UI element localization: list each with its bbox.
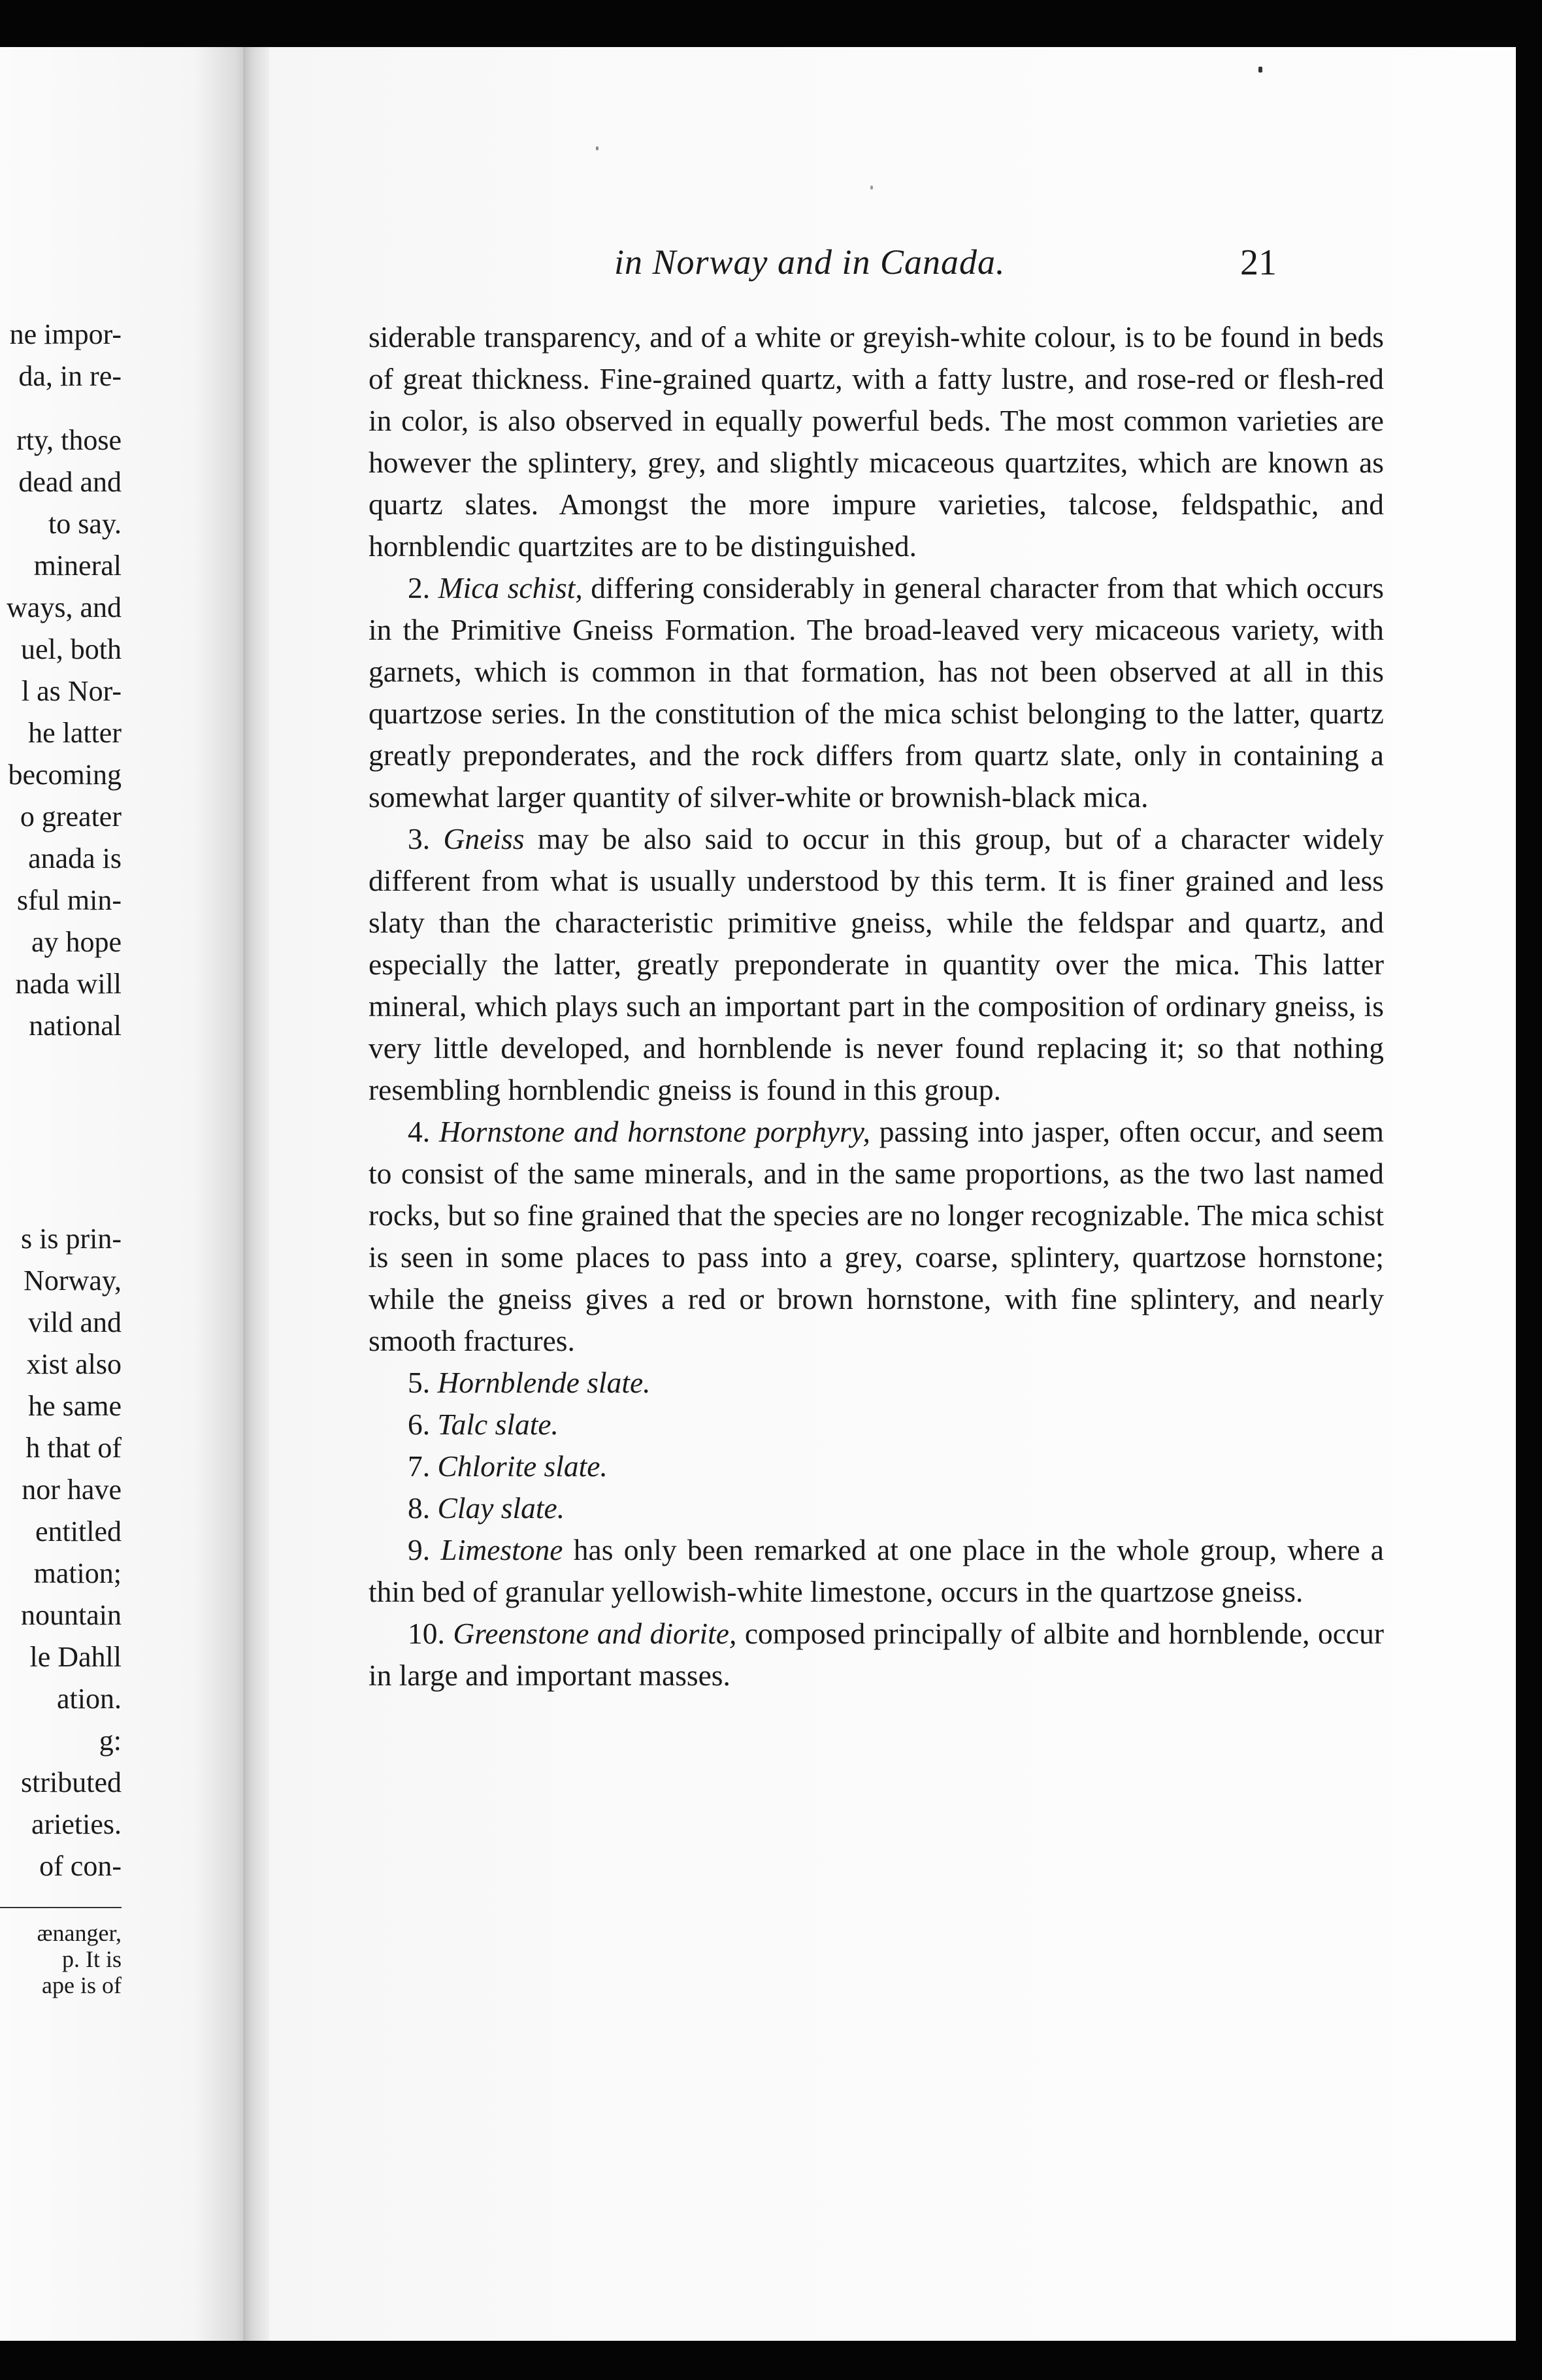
left-fragment: mation; (33, 1557, 122, 1589)
left-fragment: arieties. (31, 1808, 122, 1840)
paragraph-mica-schist (369, 567, 1384, 818)
page-number: 21 (1240, 242, 1277, 283)
paragraph-limestone (369, 1529, 1384, 1613)
left-fragment: ways, and (7, 591, 122, 623)
item-term: Limestone (440, 1533, 563, 1566)
left-fragment: entitled (35, 1515, 122, 1547)
item-text: composed principally of albite and hornblende, occur in large and important masses. (369, 1617, 1385, 1692)
left-fragment: ation. (57, 1683, 122, 1715)
left-fragment: g: (99, 1725, 122, 1757)
scan-border-bottom (0, 2341, 1542, 2380)
item-term: Hornblende slate. (437, 1366, 651, 1399)
left-fragment: ne impor- (9, 318, 122, 350)
paper-speck (596, 146, 599, 150)
item-text: has only been remarked at one place in the whole group, where a thin bed of granular yellowish-white limestone, occurs in the quartzose gneiss. (369, 1533, 1385, 1608)
left-footnote-fragment: ape is of (42, 1972, 122, 1998)
left-fragment: nountain (21, 1599, 122, 1631)
left-fragment: dead and (18, 466, 122, 498)
item-term: Talc slate. (437, 1408, 559, 1441)
running-head: in Norway and in Canada. (614, 242, 1006, 282)
page-body (369, 316, 1384, 1696)
paragraph-chlorite-slate (369, 1446, 1384, 1487)
paragraph-greenstone (369, 1613, 1384, 1696)
item-number: 3. (408, 822, 431, 855)
item-number: 10. (408, 1617, 445, 1650)
left-fragment: xist also (26, 1348, 122, 1380)
paragraph-continued: siderable transparency, and of a white or greyish-white colour, is to be found in beds of great thickness. Fine-grained quartz, with a fatty lustre, and rose-red or flesh-red in color, is also observed in equally powerful beds. The most common varieties are however the splintery, grey, and slightly micaceous quartzites, which are known as quartz slates. Amongst the more impure varieties, talcose, feldspathic, and hornblendic quartzites are to be distinguished. (369, 320, 1384, 563)
item-number: 9. (408, 1533, 431, 1566)
item-number: 5. (408, 1366, 431, 1399)
left-fragment: da, in re- (18, 360, 122, 392)
book-gutter (243, 47, 269, 2341)
left-fragment: national (29, 1010, 122, 1042)
left-footnote-fragment: ænanger, (37, 1920, 122, 1946)
scan-border-top (0, 0, 1542, 47)
paper-speck (1258, 67, 1262, 73)
paragraph-gneiss (369, 818, 1384, 1111)
left-fragment: of con- (39, 1850, 122, 1882)
left-fragment: he same (28, 1390, 122, 1422)
left-fragment: h that of (25, 1432, 122, 1464)
item-term: Gneiss (443, 822, 525, 855)
left-page-margin (0, 47, 243, 2341)
left-fragment: o greater (20, 801, 122, 833)
paragraph-hornstone (369, 1111, 1384, 1362)
page-header (269, 242, 1516, 294)
item-number: 2. (408, 571, 431, 604)
left-fragment: mineral (33, 550, 122, 582)
left-fragment: stributed (21, 1766, 122, 1798)
left-fragment: Norway, (24, 1264, 122, 1297)
paragraph-hornblende-slate (369, 1362, 1384, 1404)
item-number: 6. (408, 1408, 431, 1441)
left-fragment: sful min- (16, 884, 122, 916)
left-fragment: vild and (28, 1306, 122, 1338)
item-number: 4. (408, 1115, 431, 1148)
right-page (269, 47, 1516, 2341)
item-text: may be also said to occur in this group, but of a character widely different from what is usually understood by this term. It is finer grained and less slaty than the characteristic primitive gneiss, while the feldspar and quartz, and especially the latter, greatly preponderate in quantity over the mica. This latter mineral, which plays such an important part in the composition of ordinary gneiss, is very little developed, and hornblende is never found replacing it; so that nothing resembling hornblendic gneiss is found in this group. (369, 822, 1384, 1106)
left-fragment: l as Nor- (21, 675, 122, 707)
item-text: passing into jasper, often occur, and seem to consist of the same minerals, and in the same proportions, as the two last named rocks, but so fine grained that the species are no longer recognizable. The mica schist is seen in some places to pass into a grey, coarse, splintery, quartzose hornstone; while the gneiss gives a red or brown hornstone, with fine splintery, and nearly smooth fractures. (369, 1115, 1384, 1357)
item-term: Hornstone and hornstone porphyry, (439, 1115, 870, 1148)
scan-border-right (1516, 0, 1542, 2380)
paragraph-talc-slate (369, 1404, 1384, 1446)
item-term: Chlorite slate. (437, 1449, 608, 1483)
left-fragment: to say. (48, 508, 122, 540)
paper-speck (870, 186, 873, 190)
item-term: Mica schist, (438, 571, 583, 604)
item-number: 7. (408, 1449, 431, 1483)
left-fragment: nor have (22, 1474, 122, 1506)
left-fragment: uel, both (21, 633, 122, 665)
item-term: Clay slate. (437, 1491, 565, 1525)
left-fragment: le Dahll (29, 1641, 122, 1673)
left-fragment: he latter (28, 717, 122, 749)
left-fragment: rty, those (16, 424, 122, 456)
left-fragment: anada is (28, 842, 122, 874)
left-fragment: ay hope (31, 926, 122, 958)
left-fragment: becoming (8, 759, 122, 791)
left-fragment: nada will (15, 968, 122, 1000)
item-text: differing considerably in general character from that which occurs in the Primitive Gneiss Formation. The broad-leaved very micaceous variety, with garnets, which is common in that formation, has not been observed at all in this quartzose series. In the constitution of the mica schist belonging to the latter, quartz greatly preponderates, and the rock differs from quartz slate, only in containing a somewhat larger quantity of silver-white or brownish-black mica. (369, 571, 1384, 814)
item-term: Greenstone and diorite, (453, 1617, 737, 1650)
item-number: 8. (408, 1491, 431, 1525)
left-footnote-fragment: p. It is (61, 1946, 122, 1972)
paragraph-clay-slate (369, 1487, 1384, 1529)
footnote-rule (0, 1907, 122, 1908)
left-fragment: s is prin- (21, 1223, 122, 1255)
